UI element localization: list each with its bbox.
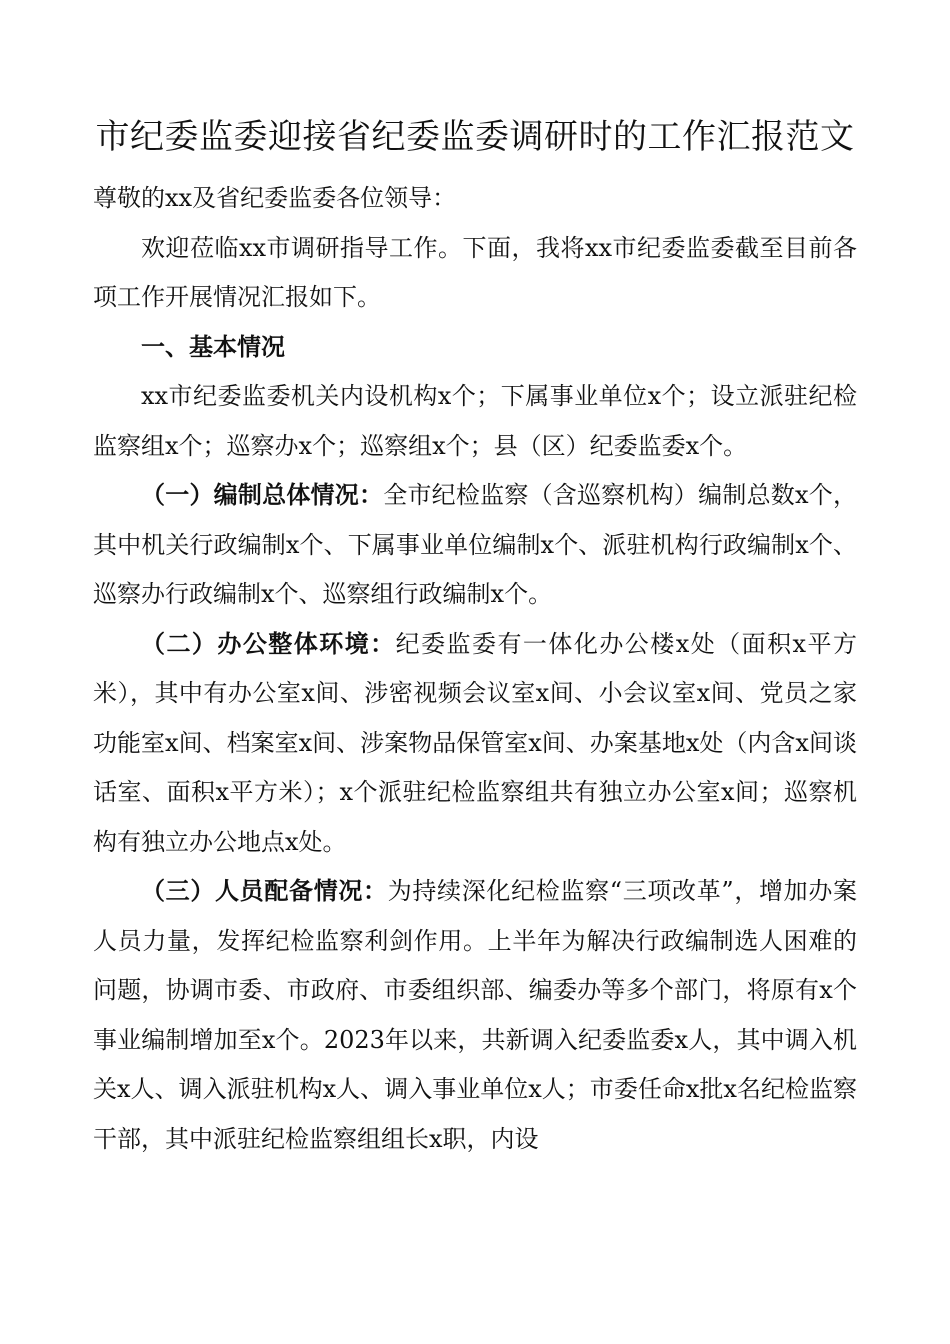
office-environment-text: 纪委监委有一体化办公楼x处（面积x平方米），其中有办公室x间、涉密视频会议室x间、小会议室x间、党员之家功能室x间、档案室x间、涉案物品保管室x间、办案基地x处（内含x间谈话室、面积x平方米）；x个派驻纪检监察组共有独立办公室x间；巡察机构有独立办公地点x处。 — [93, 629, 858, 856]
office-environment-paragraph — [93, 620, 857, 868]
section-heading-basic-situation: 一、基本情况 — [141, 332, 285, 361]
personnel-label: （三）人员配备情况： — [141, 877, 388, 905]
document-body — [93, 112, 857, 1164]
document-title: 市纪委监委迎接省纪委监委调研时的工作汇报范文 — [95, 117, 855, 157]
basic-situation-paragraph: xx市纪委监委机关内设机构x个；下属事业单位x个；设立派驻纪检监察组x个；巡察办x个；巡察组x个；县（区）纪委监委x个。 — [93, 382, 857, 460]
staffing-overview-label: （一）编制总体情况： — [141, 481, 384, 509]
salutation: 尊敬的xx及省纪委监委各位领导： — [93, 184, 457, 212]
staffing-overview-paragraph — [93, 471, 857, 620]
personnel-text: 为持续深化纪检监察“三项改革”，增加办案人员力量，发挥纪检监察利剑作用。上半年为解决行政编制选人困难的问题，协调市委、市政府、市委组织部、编委办等多个部门，将原有x个事业编制增加至x个。2023年以来，共新调入纪委监委x人，其中调入机关x人、调入派驻机构x人、调入事业单位x人；市委任命x批x名纪检监察干部，其中派驻纪检监察组组长x职，内设 — [93, 877, 858, 1153]
personnel-paragraph — [93, 867, 857, 1164]
intro-paragraph: 欢迎莅临xx市调研指导工作。下面，我将xx市纪委监委截至目前各项工作开展情况汇报如下。 — [93, 233, 857, 311]
office-environment-label: （二）办公整体环境： — [141, 629, 396, 658]
staffing-overview-text: 全市纪检监察（含巡察机构）编制总数x个，其中机关行政编制x个、下属事业单位编制x个、派驻机构行政编制x个、巡察办行政编制x个、巡察组行政编制x个。 — [93, 481, 857, 608]
